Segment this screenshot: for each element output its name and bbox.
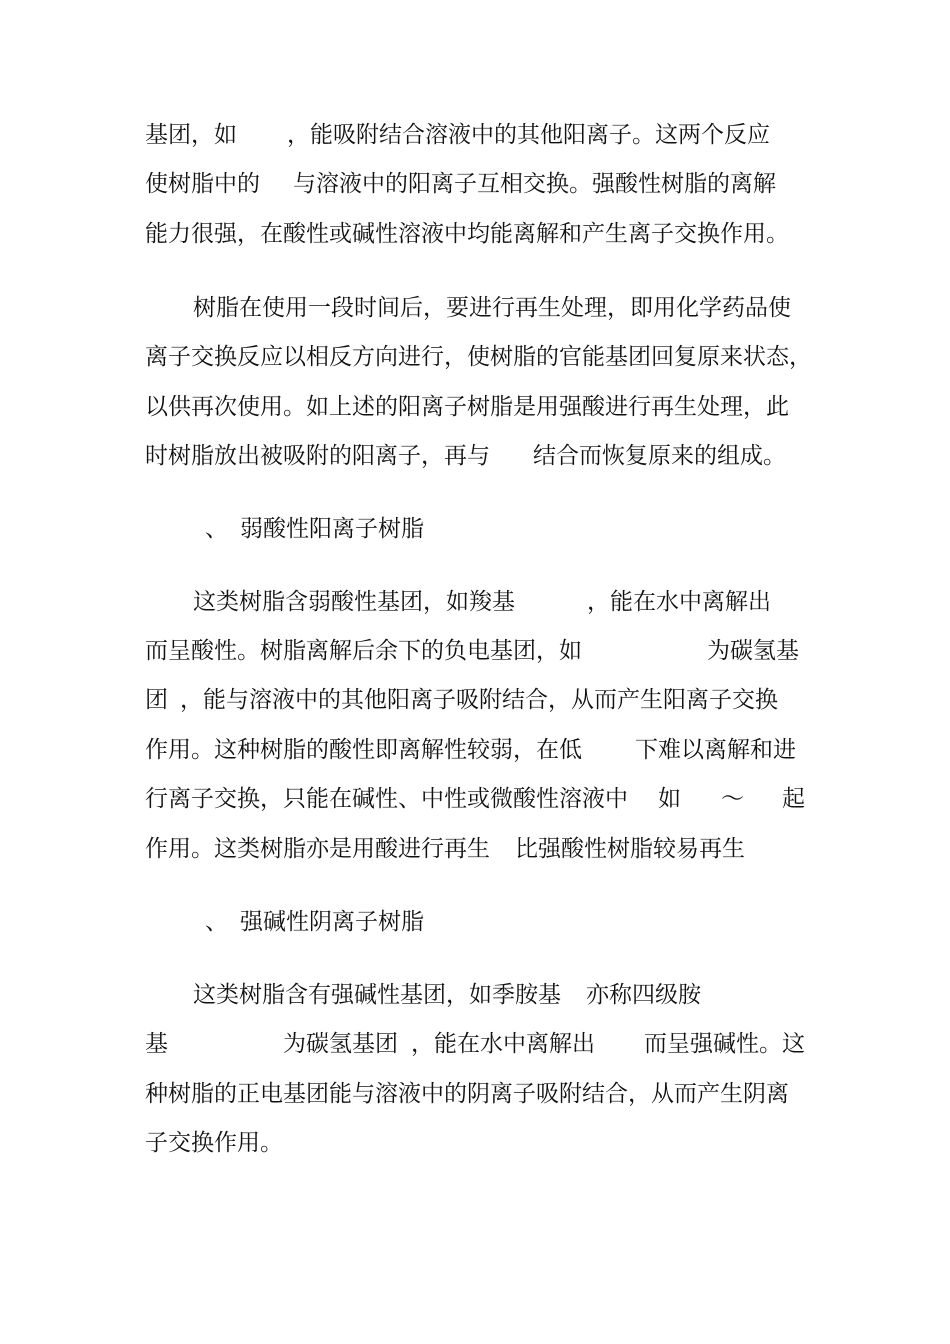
text-segment: 这类树脂含有强碱性基团，如季胺基	[193, 982, 561, 1008]
heading-marker: 、	[205, 516, 228, 542]
text-segment: ，能与溶液中的其他阳离子吸附结合，从而产生阳离子交换	[180, 687, 778, 713]
text-line	[0, 436, 950, 476]
text-segment: ，能在水中离解出	[411, 1031, 595, 1057]
text-segment: 能力很强，在酸性或碱性溶液中均能离解和产生离子交换作用。	[145, 221, 789, 247]
text-segment: 起	[782, 786, 805, 812]
text-line	[0, 631, 950, 671]
text-segment: 离子交换反应以相反方向进行，使树脂的官能基团回复原来状态，	[145, 344, 812, 370]
text-segment: 使树脂中的	[145, 171, 260, 197]
text-line	[0, 115, 950, 155]
text-segment: 下难以离解和进	[635, 737, 796, 763]
text-segment: 基	[145, 1031, 168, 1057]
text-line	[0, 164, 950, 204]
text-segment: 子交换作用。	[145, 1130, 283, 1156]
text-segment: 作用。这种树脂的酸性即离解性较弱，在低	[145, 737, 582, 763]
text-line	[0, 1123, 950, 1163]
text-segment: ，能吸附结合溶液中的其他阳离子。这两个反应	[287, 122, 770, 148]
section-heading	[0, 902, 950, 942]
text-line	[0, 387, 950, 427]
text-line	[0, 288, 950, 328]
text-segment: 结合而恢复原来的组成。	[533, 443, 786, 469]
text-line	[0, 975, 950, 1015]
text-segment: 时树脂放出被吸附的阳离子，再与	[145, 443, 490, 469]
text-segment: 如	[658, 786, 681, 812]
text-segment: 团	[145, 687, 168, 713]
text-line	[0, 1074, 950, 1114]
text-segment: 而呈强碱性。这	[644, 1031, 805, 1057]
text-line	[0, 779, 950, 819]
text-segment: 亦称四级胺	[586, 982, 701, 1008]
text-line	[0, 730, 950, 770]
text-segment: 比强酸性树脂较易再生	[515, 836, 745, 862]
heading-title: 弱酸性阳离子树脂	[240, 516, 424, 542]
text-segment: 作用。这类树脂亦是用酸进行再生	[145, 836, 490, 862]
text-segment: 与溶液中的阳离子互相交换。强酸性树脂的离解	[293, 171, 776, 197]
section-heading	[0, 509, 950, 549]
text-segment: ，能在水中离解出	[587, 589, 771, 615]
text-segment: 为碳氢基	[707, 638, 799, 664]
text-segment: ～	[721, 786, 744, 812]
text-segment: 树脂在使用一段时间后，要进行再生处理，即用化学药品使	[193, 295, 791, 321]
heading-marker: 、	[205, 909, 228, 935]
text-segment: 为碳氢基团	[283, 1031, 398, 1057]
text-segment: 基团，如	[145, 122, 237, 148]
text-segment: 行离子交换，只能在碱性、中性或微酸性溶液中	[145, 786, 628, 812]
text-segment: 这类树脂含弱酸性基团，如羧基	[193, 589, 515, 615]
text-line	[0, 337, 950, 377]
text-line	[0, 1024, 950, 1064]
text-line	[0, 680, 950, 720]
text-segment: 种树脂的正电基团能与溶液中的阴离子吸附结合，从而产生阴离	[145, 1081, 789, 1107]
text-segment: 以供再次使用。如上述的阳离子树脂是用强酸进行再生处理，此	[145, 394, 789, 420]
text-line	[0, 214, 950, 254]
text-segment: 而呈酸性。树脂离解后余下的负电基团，如	[145, 638, 582, 664]
heading-title: 强碱性阴离子树脂	[240, 909, 424, 935]
text-line	[0, 829, 950, 869]
text-line	[0, 582, 950, 622]
